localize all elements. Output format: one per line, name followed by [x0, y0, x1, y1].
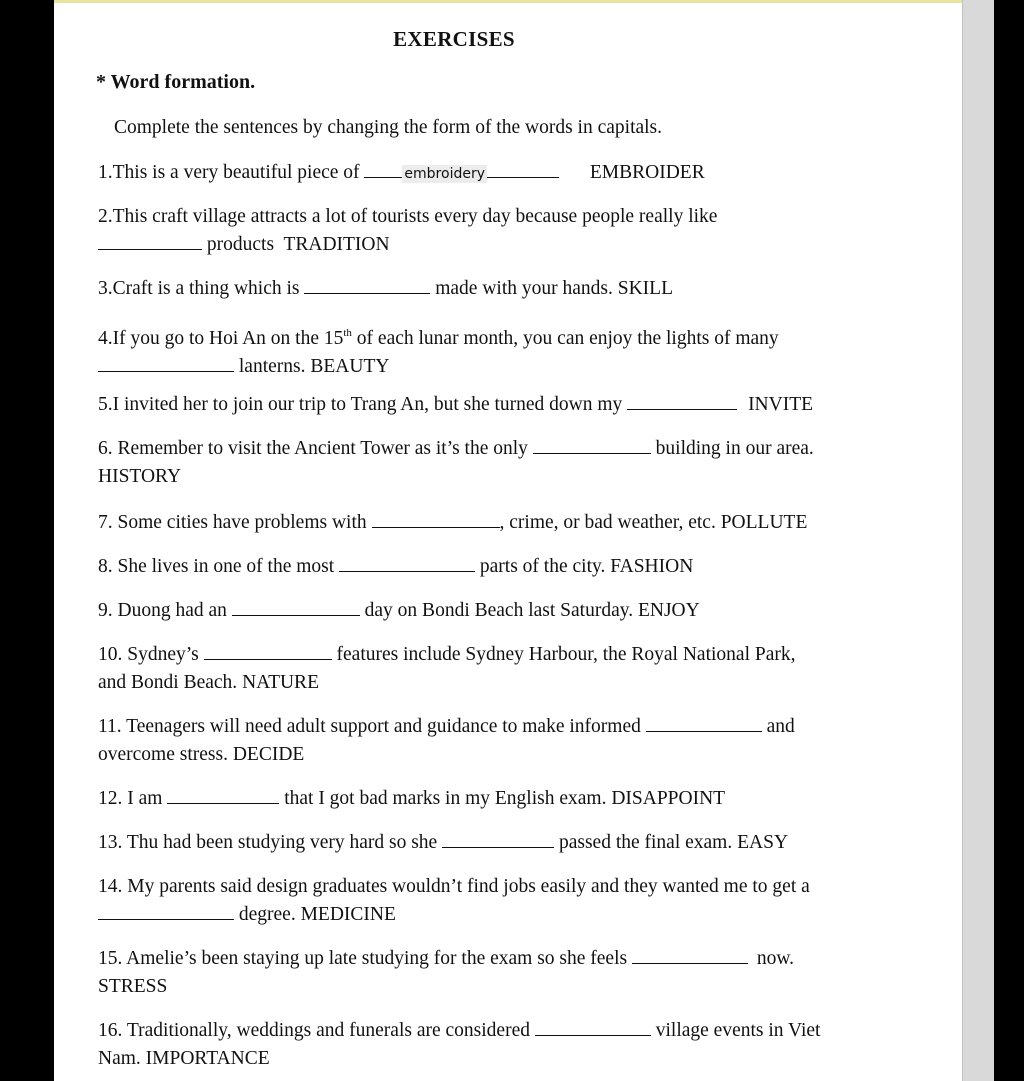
capital-word: BEAUTY	[310, 356, 390, 377]
answer-blank[interactable]	[442, 831, 554, 848]
answer-blank[interactable]	[632, 947, 748, 964]
question-4: 4.If you go to Hoi An on the 15th of each lunar month, you can enjoy the lights of many lanterns. BEAUTY	[98, 327, 779, 377]
answer-blank[interactable]	[98, 355, 234, 372]
capital-word: MEDICINE	[300, 904, 396, 925]
answer-blank[interactable]	[98, 233, 202, 250]
filled-answer: embroidery	[404, 166, 486, 182]
answer-blank[interactable]	[627, 393, 737, 410]
answer-blank[interactable]	[487, 161, 559, 178]
question-12: 12. I am that I got bad marks in my English exam. DISAPPOINT	[98, 788, 726, 809]
section-heading: * Word formation.	[96, 71, 256, 93]
answer-blank[interactable]	[646, 715, 762, 732]
answer-blank[interactable]	[232, 599, 360, 616]
question-1: 1.This is a very beautiful piece of embroidery EMBROIDER	[98, 162, 705, 183]
answer-blank[interactable]	[204, 643, 332, 660]
capital-word: EMBROIDER	[589, 162, 705, 183]
question-13: 13. Thu had been studying very hard so she passed the final exam. EASY	[98, 832, 789, 853]
instruction: Complete the sentences by changing the form of the words in capitals.	[114, 117, 663, 138]
answer-blank[interactable]	[167, 787, 279, 804]
question-14: 14. My parents said design graduates wouldn’t find jobs easily and they wanted me to get a degree. MEDICINE	[98, 876, 810, 925]
capital-word: STRESS	[98, 976, 168, 997]
question-11: 11. Teenagers will need adult support and guidance to make informed and overcome stress. DECIDE	[98, 716, 795, 765]
question-8: 8. She lives in one of the most parts of the city. FASHION	[98, 556, 694, 577]
vertical-scrollbar[interactable]	[962, 0, 994, 1081]
question-5: 5.I invited her to join our trip to Trang An, but she turned down my INVITE	[98, 394, 814, 415]
answer-blank[interactable]	[339, 555, 475, 572]
capital-word: DISAPPOINT	[611, 788, 726, 809]
page-title: EXERCISES	[393, 27, 515, 51]
capital-word: HISTORY	[98, 466, 182, 487]
question-7: 7. Some cities have problems with , crime, or bad weather, etc. POLLUTE	[98, 512, 808, 533]
capital-word: POLLUTE	[720, 512, 808, 533]
question-9: 9. Duong had an day on Bondi Beach last Saturday. ENJOY	[98, 600, 700, 621]
answer-blank[interactable]	[364, 161, 402, 178]
answer-blank[interactable]	[535, 1019, 651, 1036]
question-16: 16. Traditionally, weddings and funerals are considered village events in Viet Nam. IMPORTANCE	[98, 1020, 821, 1069]
question-3: 3.Craft is a thing which is made with your hands. SKILL	[98, 278, 673, 299]
answer-blank[interactable]	[533, 437, 651, 454]
capital-word: INVITE	[748, 394, 814, 415]
capital-word: TRADITION	[283, 234, 390, 255]
question-6: 6. Remember to visit the Ancient Tower as it’s the only building in our area. HISTORY	[98, 435, 908, 491]
capital-word: DECIDE	[232, 744, 305, 765]
capital-word: NATURE	[242, 672, 319, 693]
capital-word: ENJOY	[637, 600, 700, 621]
answer-blank[interactable]	[304, 277, 430, 294]
capital-word: EASY	[737, 832, 789, 853]
worksheet-page	[54, 0, 962, 1081]
capital-word: IMPORTANCE	[145, 1048, 270, 1069]
question-15: 15. Amelie’s been staying up late studying for the exam so she feels now. STRESS	[98, 945, 908, 1001]
question-10: 10. Sydney’s features include Sydney Harbour, the Royal National Park, and Bondi Beach. NATURE	[98, 644, 796, 693]
question-2: 2.This craft village attracts a lot of tourists every day because people really like products TRADITION	[98, 206, 718, 255]
capital-word: FASHION	[610, 556, 694, 577]
answer-blank[interactable]	[98, 903, 234, 920]
capital-word: SKILL	[617, 278, 673, 299]
answer-blank[interactable]	[372, 511, 500, 528]
